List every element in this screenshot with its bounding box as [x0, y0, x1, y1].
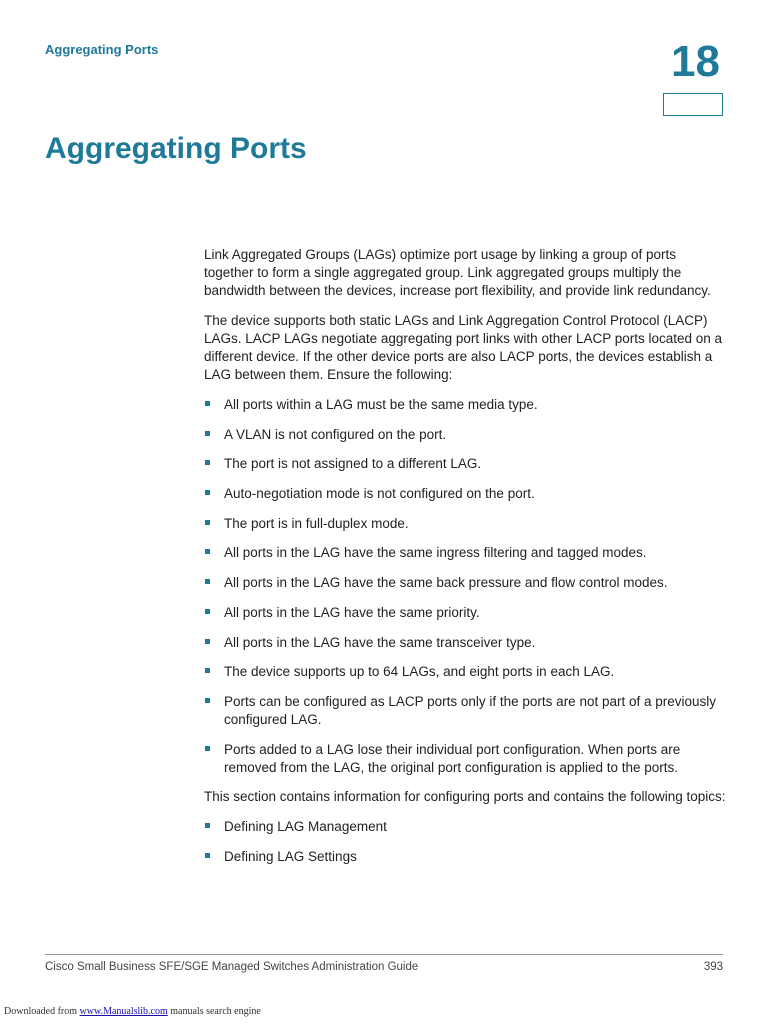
list-item: All ports in the LAG have the same back pressure and flow control modes. [204, 574, 726, 592]
list-item: Ports can be configured as LACP ports only if the ports are not part of a previously configured LAG. [204, 693, 726, 729]
square-bullet-icon [205, 579, 210, 584]
square-bullet-icon [205, 549, 210, 554]
running-header-title: Aggregating Ports [45, 42, 159, 57]
square-bullet-icon [205, 639, 210, 644]
requirements-list [204, 396, 726, 777]
square-bullet-icon [205, 460, 210, 465]
list-item: All ports in the LAG have the same transceiver type. [204, 634, 726, 652]
page-title: Aggregating Ports [45, 132, 307, 165]
square-bullet-icon [205, 668, 210, 673]
list-item: Auto-negotiation mode is not configured on the port. [204, 485, 726, 503]
square-bullet-icon [205, 431, 210, 436]
list-item: Ports added to a LAG lose their individual port configuration. When ports are removed from the LAG, the original port configuration is applied to the ports. [204, 741, 726, 777]
body-content [204, 246, 726, 878]
download-note: Downloaded from www.Manualslib.com manuals search engine [4, 1006, 261, 1017]
footer-guide-title: Cisco Small Business SFE/SGE Managed Switches Administration Guide [45, 961, 419, 973]
manualslib-link[interactable]: www.Manualslib.com [79, 1006, 168, 1017]
topics-list [204, 818, 726, 866]
topic-link-lag-settings[interactable]: Defining LAG Settings [204, 848, 726, 866]
chapter-number: 18 [671, 37, 720, 86]
list-item: All ports in the LAG have the same priority. [204, 604, 726, 622]
square-bullet-icon [205, 520, 210, 525]
list-item: The port is not assigned to a different LAG. [204, 455, 726, 473]
topic-link-lag-management[interactable]: Defining LAG Management [204, 818, 726, 836]
topics-paragraph: This section contains information for configuring ports and contains the following topics: [204, 789, 726, 805]
square-bullet-icon [205, 823, 210, 828]
chapter-number-box [663, 93, 723, 116]
list-item: A VLAN is not configured on the port. [204, 426, 726, 444]
square-bullet-icon [205, 490, 210, 495]
list-item: The port is in full-duplex mode. [204, 515, 726, 533]
footer-page-number: 393 [703, 961, 723, 973]
square-bullet-icon [205, 401, 210, 406]
lacp-paragraph: The device supports both static LAGs and Link Aggregation Control Protocol (LACP) LAGs. LACP LAGs negotiate aggregating port links with other LACP ports located on a different device. If the other device ports are also LACP ports, the devices establish a LAG between them. Ensure the following: [204, 313, 723, 382]
list-item: The device supports up to 64 LAGs, and eight ports in each LAG. [204, 663, 726, 681]
square-bullet-icon [205, 746, 210, 751]
square-bullet-icon [205, 853, 210, 858]
intro-paragraph: Link Aggregated Groups (LAGs) optimize port usage by linking a group of ports together to form a single aggregated group. Link aggregated groups multiply the bandwidth between the devices, increase port flexibility, and provide link redundancy. [204, 247, 711, 298]
list-item: All ports within a LAG must be the same media type. [204, 396, 726, 414]
footer-divider [45, 954, 723, 955]
square-bullet-icon [205, 609, 210, 614]
list-item: All ports in the LAG have the same ingress filtering and tagged modes. [204, 544, 726, 562]
square-bullet-icon [205, 698, 210, 703]
